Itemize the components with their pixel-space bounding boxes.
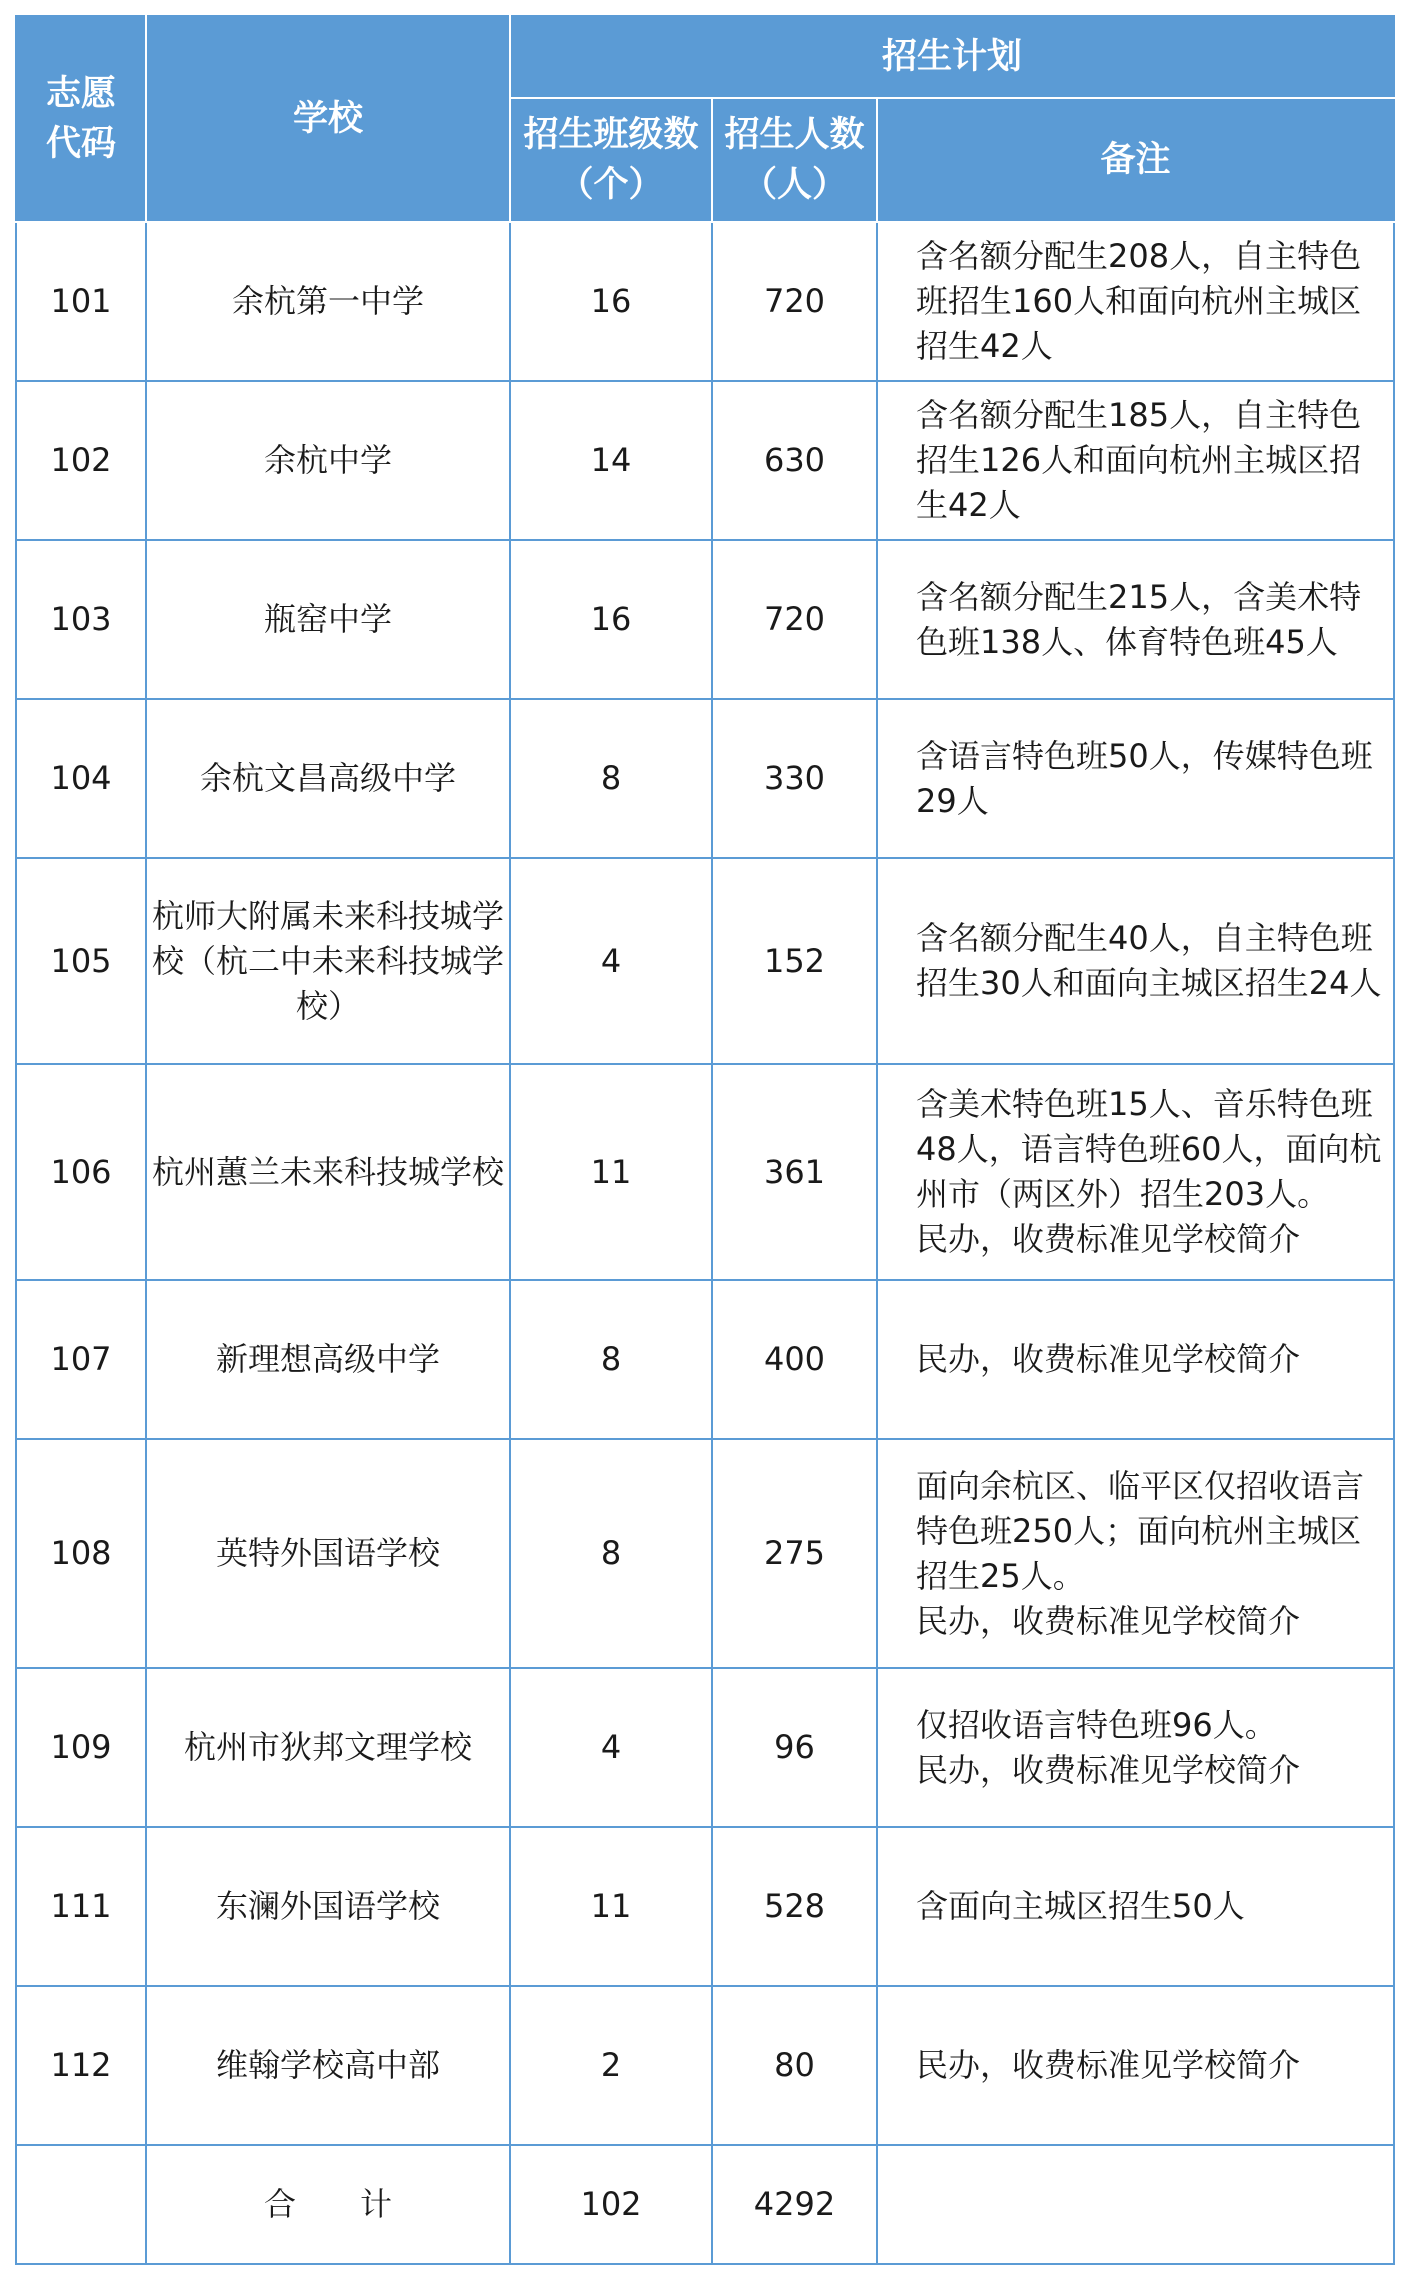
cell-classes: 4 [510, 1668, 712, 1827]
cell-remark: 含面向主城区招生50人 [877, 1827, 1394, 1986]
cell-remark: 含名额分配生185人，自主特色招生126人和面向杭州主城区招生42人 [877, 381, 1394, 540]
cell-code: 105 [16, 858, 146, 1064]
cell-classes: 11 [510, 1827, 712, 1986]
total-remark [877, 2145, 1394, 2264]
cell-remark: 含名额分配生40人，自主特色班招生30人和面向主城区招生24人 [877, 858, 1394, 1064]
cell-classes: 8 [510, 699, 712, 858]
cell-school: 东澜外国语学校 [146, 1827, 510, 1986]
header-classes: 招生班级数（个） [510, 98, 712, 222]
cell-school: 余杭中学 [146, 381, 510, 540]
cell-remark: 仅招收语言特色班96人。 民办，收费标准见学校简介 [877, 1668, 1394, 1827]
total-code [16, 2145, 146, 2264]
cell-classes: 8 [510, 1439, 712, 1668]
cell-code: 107 [16, 1280, 146, 1439]
header-students: 招生人数（人） [712, 98, 877, 222]
cell-code: 109 [16, 1668, 146, 1827]
cell-classes: 11 [510, 1064, 712, 1280]
cell-remark: 含名额分配生208人，自主特色班招生160人和面向杭州主城区招生42人 [877, 222, 1394, 381]
cell-code: 103 [16, 540, 146, 699]
total-students: 4292 [712, 2145, 877, 2264]
total-school: 合 计 [146, 2145, 510, 2264]
cell-school: 杭州蕙兰未来科技城学校 [146, 1064, 510, 1280]
cell-code: 106 [16, 1064, 146, 1280]
table-row [16, 1827, 1394, 1986]
cell-school: 杭州市狄邦文理学校 [146, 1668, 510, 1827]
table-row [16, 381, 1394, 540]
table-row [16, 1668, 1394, 1827]
table-row [16, 858, 1394, 1064]
cell-students: 720 [712, 222, 877, 381]
cell-school: 新理想高级中学 [146, 1280, 510, 1439]
cell-classes: 14 [510, 381, 712, 540]
cell-students: 275 [712, 1439, 877, 1668]
table-row [16, 1280, 1394, 1439]
table-header [16, 16, 1394, 222]
cell-students: 400 [712, 1280, 877, 1439]
total-classes: 102 [510, 2145, 712, 2264]
cell-code: 101 [16, 222, 146, 381]
cell-school: 余杭文昌高级中学 [146, 699, 510, 858]
table-row [16, 1064, 1394, 1280]
cell-classes: 4 [510, 858, 712, 1064]
cell-students: 96 [712, 1668, 877, 1827]
header-plan: 招生计划 [510, 16, 1394, 98]
table-body [16, 222, 1394, 2264]
cell-remark: 民办，收费标准见学校简介 [877, 1280, 1394, 1439]
table-row [16, 540, 1394, 699]
cell-classes: 8 [510, 1280, 712, 1439]
cell-students: 152 [712, 858, 877, 1064]
cell-students: 720 [712, 540, 877, 699]
cell-classes: 16 [510, 540, 712, 699]
cell-school: 英特外国语学校 [146, 1439, 510, 1668]
cell-classes: 2 [510, 1986, 712, 2145]
cell-school: 瓶窑中学 [146, 540, 510, 699]
cell-students: 630 [712, 381, 877, 540]
cell-code: 111 [16, 1827, 146, 1986]
header-remark: 备注 [877, 98, 1394, 222]
cell-code: 112 [16, 1986, 146, 2145]
cell-school: 杭师大附属未来科技城学校（杭二中未来科技城学校） [146, 858, 510, 1064]
header-code: 志愿代码 [16, 16, 146, 222]
cell-school: 维翰学校高中部 [146, 1986, 510, 2145]
cell-code: 102 [16, 381, 146, 540]
total-row [16, 2145, 1394, 2264]
cell-code: 108 [16, 1439, 146, 1668]
cell-students: 528 [712, 1827, 877, 1986]
table-row [16, 699, 1394, 858]
cell-remark: 含语言特色班50人，传媒特色班29人 [877, 699, 1394, 858]
cell-students: 80 [712, 1986, 877, 2145]
cell-school: 余杭第一中学 [146, 222, 510, 381]
enrollment-plan-table [15, 15, 1395, 2265]
cell-remark: 民办，收费标准见学校简介 [877, 1986, 1394, 2145]
cell-code: 104 [16, 699, 146, 858]
cell-remark: 含名额分配生215人，含美术特色班138人、体育特色班45人 [877, 540, 1394, 699]
table-row [16, 222, 1394, 381]
cell-students: 361 [712, 1064, 877, 1280]
table-row [16, 1986, 1394, 2145]
header-school: 学校 [146, 16, 510, 222]
table-row [16, 1439, 1394, 1668]
cell-remark: 含美术特色班15人、音乐特色班48人，语言特色班60人，面向杭州市（两区外）招生203人。 民办，收费标准见学校简介 [877, 1064, 1394, 1280]
cell-students: 330 [712, 699, 877, 858]
cell-classes: 16 [510, 222, 712, 381]
cell-remark: 面向余杭区、临平区仅招收语言特色班250人；面向杭州主城区招生25人。 民办，收费标准见学校简介 [877, 1439, 1394, 1668]
